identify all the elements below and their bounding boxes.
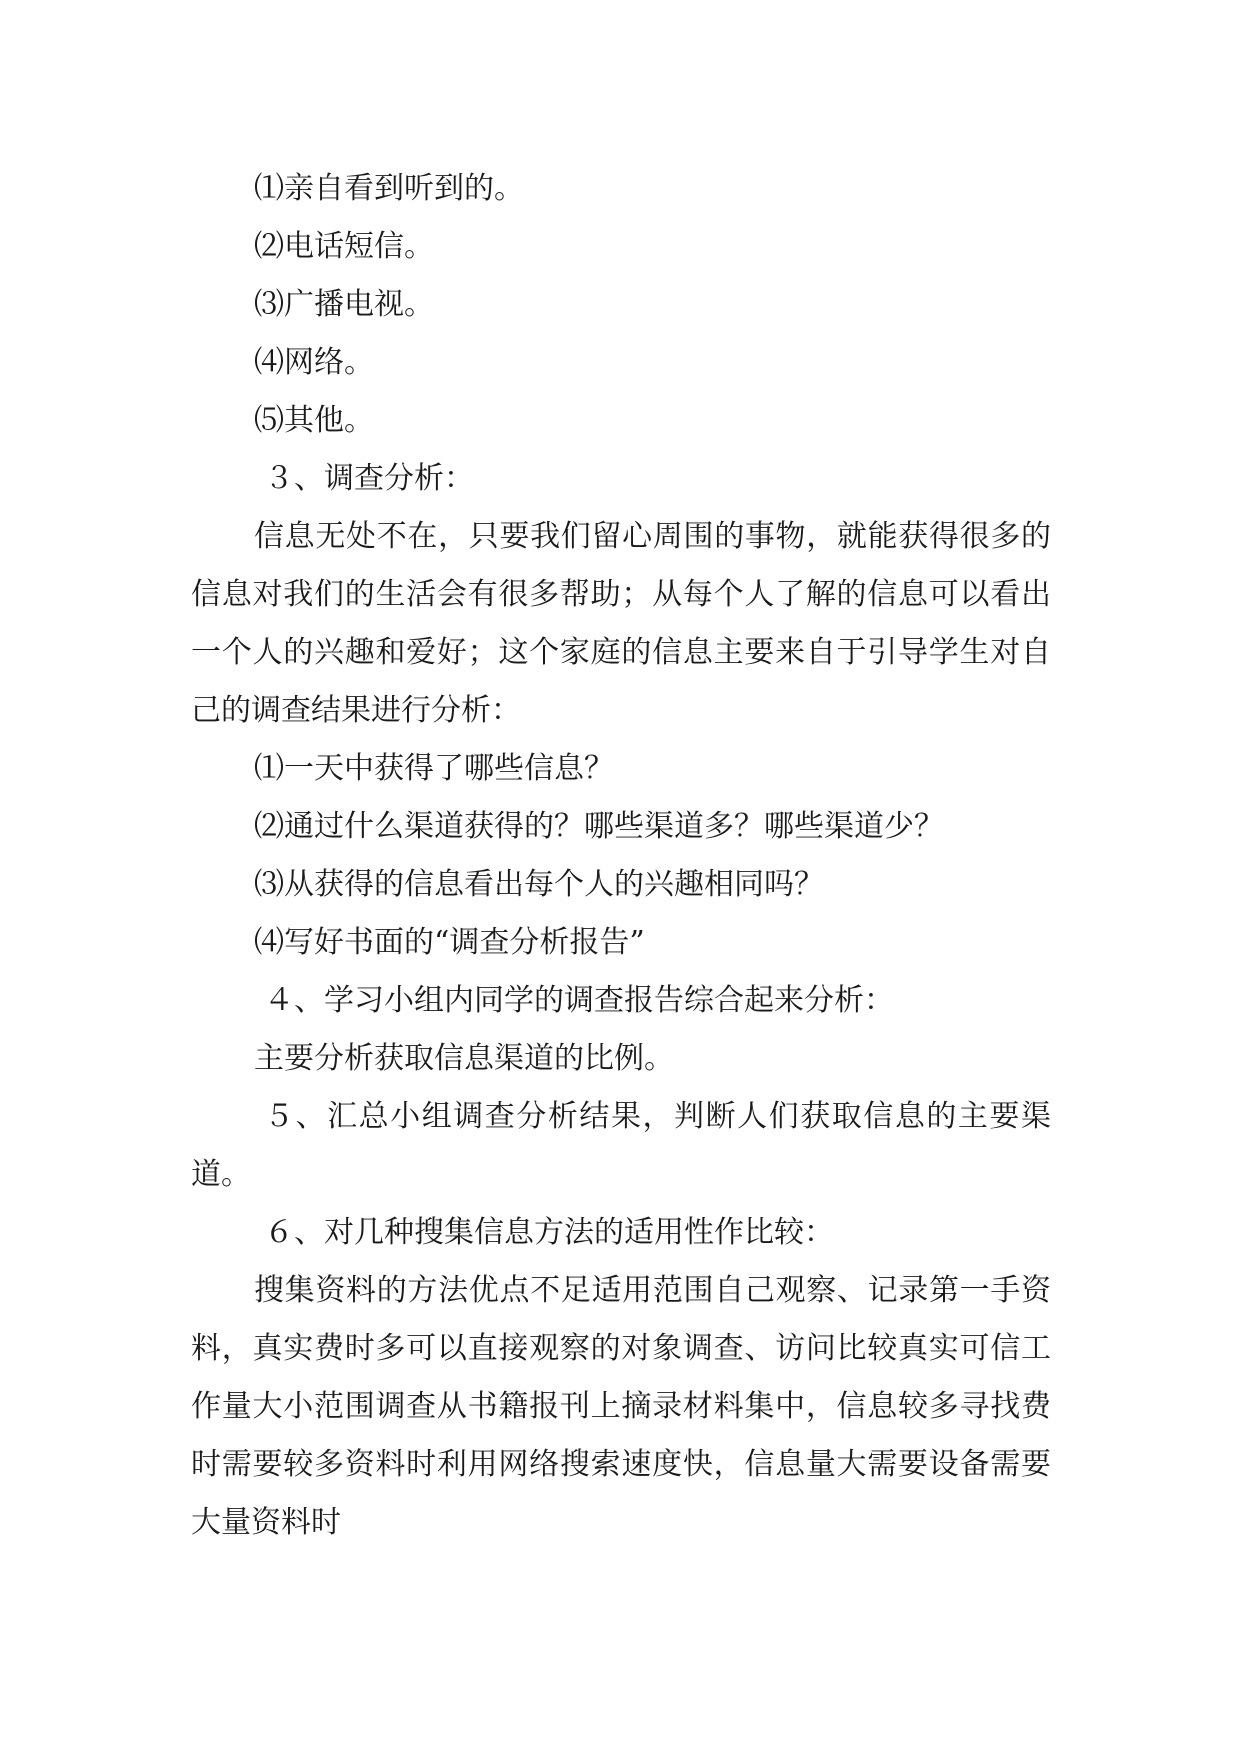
analysis-question-3: ⑶从获得的信息看出每个人的兴趣相同吗？ [254, 867, 824, 902]
document-body [191, 160, 1051, 1552]
channel-item-3: ⑶广播电视。 [254, 287, 434, 322]
channel-item-5: ⑸其他。 [254, 403, 374, 438]
analysis-question-4: ⑷写好书面的“调查分析报告” [254, 925, 645, 960]
section-5-paragraph: ５、汇总小组调查分析结果，判断人们获取信息的主要渠道。 [191, 1099, 1051, 1192]
section-3-paragraph: 信息无处不在，只要我们留心周围的事物，就能获得很多的信息对我们的生活会有很多帮助；从每个人了解的信息可以看出一个人的兴趣和爱好；这个家庭的信息主要来自于引导学生对自己的调查结果进行分析： [191, 519, 1051, 728]
section-6-heading: ６、对几种搜集信息方法的适用性作比较： [264, 1215, 834, 1250]
channel-item-1: ⑴亲自看到听到的。 [254, 171, 524, 206]
section-4-text: 主要分析获取信息渠道的比例。 [254, 1041, 674, 1076]
section-4-heading: ４、学习小组内同学的调查报告综合起来分析： [264, 983, 894, 1018]
section-6-paragraph: 搜集资料的方法优点不足适用范围自己观察、记录第一手资料，真实费时多可以直接观察的对象调查、访问比较真实可信工作量大小范围调查从书籍报刊上摘录材料集中，信息较多寻找费时需要较多资料时利用网络搜索速度快，信息量大需要设备需要大量资料时 [191, 1273, 1051, 1540]
analysis-question-2: ⑵通过什么渠道获得的？哪些渠道多？哪些渠道少？ [254, 809, 944, 844]
section-3-heading: ３、调查分析： [264, 461, 474, 496]
channel-item-4: ⑷网络。 [254, 345, 374, 380]
channel-item-2: ⑵电话短信。 [254, 229, 434, 264]
analysis-question-1: ⑴一天中获得了哪些信息？ [254, 751, 614, 786]
